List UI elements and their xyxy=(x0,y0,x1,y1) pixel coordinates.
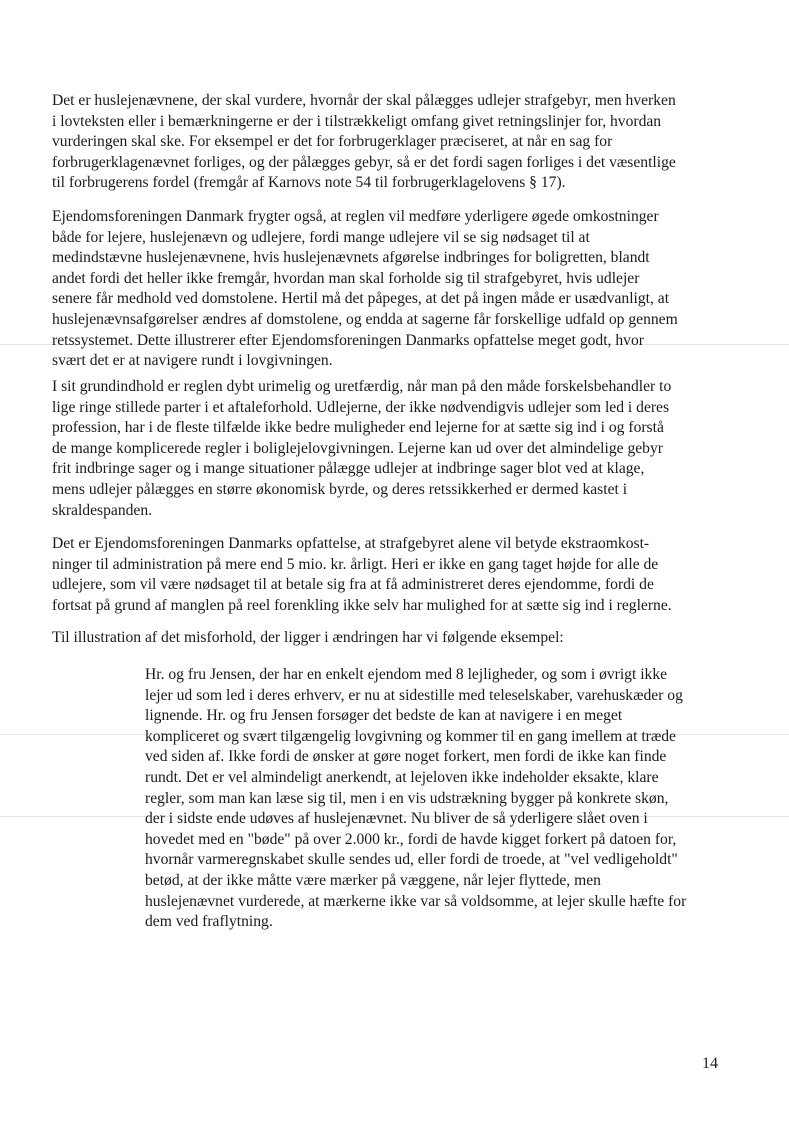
text-line: Til illustration af det misforhold, der ligger i ændringen har vi følgende eksempel: xyxy=(52,629,564,646)
text-line: der i sidste ende udøves af huslejenævnet. Nu bliver de så yderligere slået oven i xyxy=(145,810,648,828)
text-line: andet fordi det heller ikke fremgår, hvordan man skal forholde sig til strafgebyret, hvis udlejer xyxy=(52,269,640,287)
text-line: de mange komplicerede regler i boliglejelovgivningen. Lejerne kan ud over det almindelige gebyr xyxy=(52,439,663,457)
text-line: frit indbringe sager og i mange situationer pålægge udlejer at indbringe sager blot ved at klage, xyxy=(52,460,645,478)
text-line: svært det er at navigere rundt i lovgivningen. xyxy=(52,352,333,370)
text-line: regler, som man kan læse sig til, men i en vis udstrækning bygger på konkrete skøn, xyxy=(145,789,669,807)
text-line: rundt. Det er vel almindeligt anerkendt, at lejeloven ikke indeholder eksakte, klare xyxy=(145,768,659,786)
example-quote-block xyxy=(145,665,725,933)
text-line: lejer ud som led i deres erhverv, er nu at sidestille med teleselskaber, varehuskæder og xyxy=(145,686,683,704)
text-line: udlejere, som vil være nødsaget til at betale sig fra at få administreret deres ejendomme, fordi de xyxy=(52,576,654,594)
text-line: huslejenævnet vurderede, at mærkerne ikke var så voldsomme, at lejer skulle hæfte for xyxy=(145,892,687,910)
text-line: betød, at der ikke måtte være mærker på væggene, når lejer flyttede, men xyxy=(145,871,601,889)
text-line: lige ringe stillede parter i et aftaleforhold. Udlejerne, der ikke nødvendigvis udlejer som led i deres xyxy=(52,398,670,416)
text-line: Hr. og fru Jensen, der har en enkelt ejendom med 8 lejligheder, og som i øvrigt ikke xyxy=(145,666,668,683)
text-line: vurderingen skal ske. For eksempel er det for forbrugerklager præciseret, at når en sag for xyxy=(52,133,613,151)
text-line: medindstævne huslejenævnene, hvis huslejenævnets afgørelse indbringes for boligretten, blandt xyxy=(52,249,650,267)
text-line: lignende. Hr. og fru Jensen forsøger det bedste de kan at navigere i en meget xyxy=(145,707,623,725)
text-line: fortsat på grund af manglen på reel forenkling ikke selv har mulighed for at sætte sig ind i reglerne. xyxy=(52,596,672,614)
text-line: ninger til administration på mere end 5 mio. kr. årligt. Heri er ikke en gang taget højde for alle de xyxy=(52,555,659,573)
text-line: både for lejere, huslejenævn og udlejere, fordi mange udlejere vil se sig nødsaget til at xyxy=(52,228,590,246)
paragraph-4 xyxy=(52,534,724,616)
text-line: senere får medhold ved domstolene. Hertil må det påpeges, at det på ingen måde er usædvanligt, at xyxy=(52,290,670,308)
text-line: retssystemet. Dette illustrerer efter Ejendomsforeningen Danmarks opfattelse meget godt, hvor xyxy=(52,331,644,349)
text-line: profession, har i de fleste tilfælde ikke bedre muligheder end lejerne for at sætte sig ind i og forstå xyxy=(52,419,664,437)
text-line: hvornår varmeregnskabet skulle sendes ud, eller fordi de troede, at "vel vedligeholdt" xyxy=(145,851,678,869)
text-line: i lovteksten eller i bemærkningerne er der i tilstrækkeligt omfang givet retningslinjer for, hvordan xyxy=(52,112,662,130)
text-line: dem ved fraflytning. xyxy=(145,913,273,931)
text-line: Det er Ejendomsforeningen Danmarks opfattelse, at strafgebyret alene vil betyde ekstraomkost- xyxy=(52,535,650,552)
text-line: Det er huslejenævnene, der skal vurdere, hvornår der skal pålægges udlejer strafgebyr, men hverken xyxy=(52,92,676,109)
text-line: mens udlejer pålægges en større økonomisk byrde, og deres retssikkerhed er dermed kastet i xyxy=(52,480,628,498)
text-line: ved siden af. Ikke fordi de ønsker at gøre noget forkert, men fordi de ikke kan finde xyxy=(145,748,667,766)
text-line: til forbrugerens fordel (fremgår af Karnovs note 54 til forbrugerklagelovens § 17). xyxy=(52,174,566,192)
text-line: skraldespanden. xyxy=(52,501,153,519)
text-line: forbrugerklagenævnet forliges, og der pålægges gebyr, så er det fordi sagen forliges i det væsentlige xyxy=(52,153,676,171)
paragraph-2 xyxy=(52,207,724,372)
paragraph-1 xyxy=(52,91,724,194)
text-line: I sit grundindhold er reglen dybt urimelig og uretfærdig, når man på den måde forskelsbehandler to xyxy=(52,378,672,395)
text-line: Ejendomsforeningen Danmark frygter også, at reglen vil medføre yderligere øgede omkostninger xyxy=(52,208,659,225)
paragraph-5 xyxy=(52,628,724,649)
text-line: huslejenævnsafgørelser ændres af domstolene, og endda at sagerne får forskellige udfald op gennem xyxy=(52,310,678,328)
paragraph-3 xyxy=(52,377,724,521)
page-number: 14 xyxy=(702,1055,718,1072)
text-line: kompliceret og svært tilgængelig lovgivning og kommer til en gang imellem at træde xyxy=(145,727,676,745)
text-line: hovedet med en "bøde" på over 2.000 kr., fordi de havde kigget forkert på datoen for, xyxy=(145,830,677,848)
